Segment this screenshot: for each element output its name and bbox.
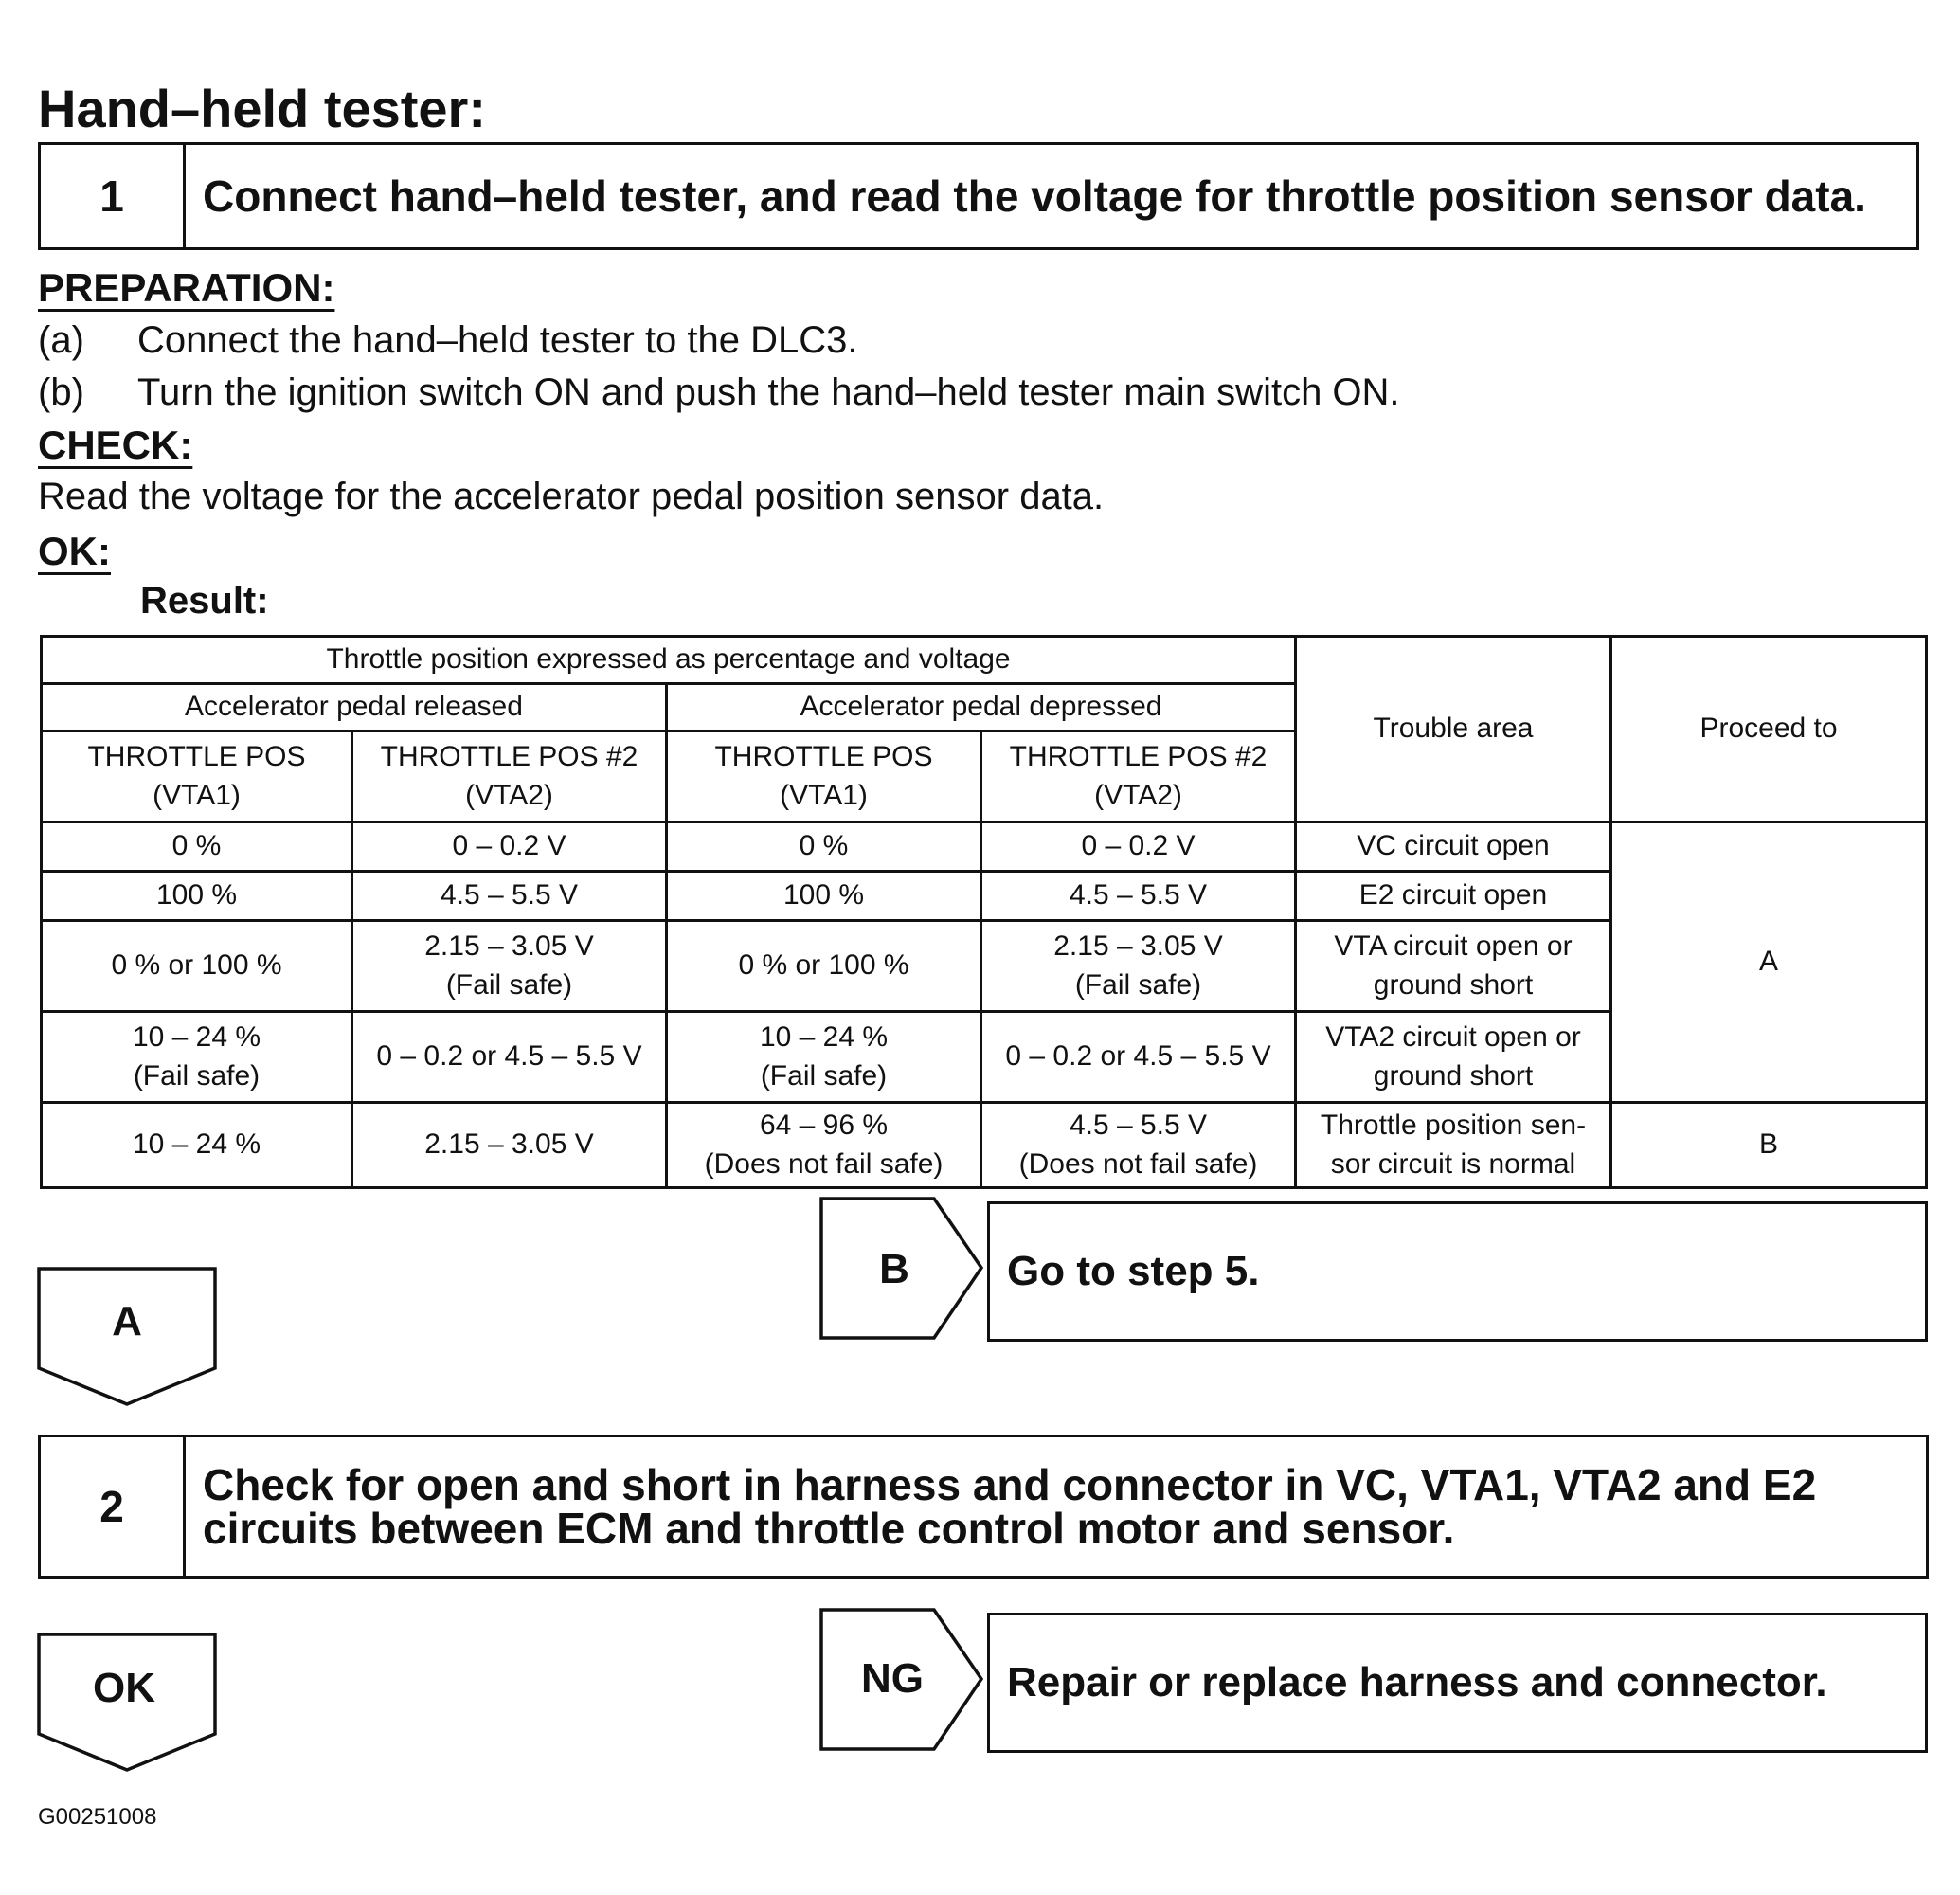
cell-text: (Fail safe) (445, 968, 573, 1001)
header-text-line: THROTTLE POS #2 (1009, 741, 1268, 772)
cell-text: 4.5 – 5.5 V (1069, 879, 1208, 911)
branch-ok-label: OK (93, 1665, 155, 1711)
cell-depressed-vta2 (981, 872, 1296, 921)
cell-text: 10 – 24 % (132, 1128, 261, 1161)
preparation-item-a-text: Connect the hand–held tester to the DLC3. (137, 319, 858, 361)
cell-released-vta2 (352, 1103, 667, 1188)
check-label: CHECK: (38, 423, 193, 467)
cell-released-vta1 (42, 1012, 352, 1103)
cell-text: ground short (1373, 1059, 1534, 1092)
cell-released-vta1 (42, 872, 352, 921)
step-2-number: 2 (41, 1437, 186, 1576)
cell-text: (Fail safe) (760, 1059, 888, 1092)
cell-text: VC circuit open (1357, 830, 1550, 862)
figure-id: G00251008 (38, 1804, 157, 1830)
cell-text: (Fail safe) (133, 1059, 261, 1092)
branch-a-label: A (112, 1298, 142, 1345)
cell-text: 100 % (782, 879, 865, 911)
cell-text: VTA2 circuit open or (1325, 1021, 1581, 1053)
branch-b-result-box: Go to step 5. (987, 1201, 1928, 1342)
cell-text: 0 – 0.2 V (1081, 830, 1196, 862)
cell-depressed-vta2 (981, 822, 1296, 872)
table-top-header: Throttle position expressed as percentage and voltage (42, 637, 1296, 684)
cell-released-vta1 (42, 1103, 352, 1188)
cell-text: (Fail safe) (1074, 968, 1202, 1001)
cell-proceed-a: A (1611, 822, 1927, 1103)
cell-text: 10 – 24 % (132, 1021, 261, 1053)
branch-ng-arrow (818, 1607, 989, 1755)
preparation-label: PREPARATION: (38, 265, 335, 310)
cell-released-vta1 (42, 921, 352, 1012)
header-depressed-vta2 (981, 731, 1296, 822)
cell-trouble-area (1296, 921, 1611, 1012)
step-2-text-line: circuits between ECM and throttle control motor and sensor. (203, 1504, 1455, 1553)
branch-ng-result-box: Repair or replace harness and connector. (987, 1613, 1928, 1753)
header-text-line: THROTTLE POS (87, 741, 306, 772)
page-heading: Hand–held tester: (38, 79, 486, 138)
cell-text: 0 % (799, 830, 849, 862)
cell-text: 4.5 – 5.5 V (440, 879, 579, 911)
step-2-text-line: Check for open and short in harness and connector in VC, VTA1, VTA2 and E2 (203, 1460, 1817, 1509)
cell-depressed-vta1 (667, 921, 981, 1012)
cell-trouble-area (1296, 1103, 1611, 1188)
cell-text: 0 – 0.2 V (452, 830, 566, 862)
preparation-item-a-marker: (a) (38, 319, 84, 361)
step-2-box (38, 1435, 1929, 1579)
cell-depressed-vta1 (667, 1103, 981, 1188)
step-2-text (186, 1437, 1926, 1576)
branch-b-tag: B (879, 1246, 909, 1292)
cell-text: (Does not fail safe) (704, 1147, 944, 1180)
cell-text: (Does not fail safe) (1018, 1147, 1258, 1180)
cell-released-vta2 (352, 872, 667, 921)
branch-a-arrow (36, 1266, 222, 1408)
branch-ok-arrow (36, 1632, 222, 1774)
cell-text: 100 % (155, 879, 238, 911)
cell-text: 0 – 0.2 or 4.5 – 5.5 V (1005, 1040, 1271, 1073)
preparation-item-b (38, 371, 1400, 414)
table-row (42, 1103, 1927, 1188)
cell-text: sor circuit is normal (1330, 1147, 1576, 1180)
cell-text: 0 % or 100 % (111, 949, 282, 982)
cell-text: 0 – 0.2 or 4.5 – 5.5 V (376, 1040, 642, 1073)
cell-text: 2.15 – 3.05 V (1053, 930, 1223, 962)
cell-trouble-area (1296, 872, 1611, 921)
cell-trouble-area (1296, 822, 1611, 872)
cell-proceed-b: B (1611, 1103, 1927, 1188)
header-text-line: THROTTLE POS (714, 741, 933, 772)
cell-text: 2.15 – 3.05 V (424, 930, 594, 962)
header-released-vta1 (42, 731, 352, 822)
cell-released-vta2 (352, 1012, 667, 1103)
branch-b-arrow (818, 1196, 989, 1344)
cell-depressed-vta1 (667, 872, 981, 921)
cell-depressed-vta2 (981, 1103, 1296, 1188)
header-proceed-to: Proceed to (1611, 637, 1927, 822)
ok-label: OK: (38, 529, 111, 573)
header-text-line: (VTA1) (780, 779, 868, 811)
result-table (40, 635, 1928, 1189)
branch-ng-tag: NG (861, 1655, 924, 1702)
cell-depressed-vta1 (667, 1012, 981, 1103)
cell-text: 0 % or 100 % (738, 949, 909, 982)
header-depressed-vta1 (667, 731, 981, 822)
cell-text: 4.5 – 5.5 V (1069, 1110, 1208, 1141)
preparation-item-b-marker: (b) (38, 371, 84, 413)
step-1-number: 1 (41, 145, 186, 247)
header-pedal-depressed: Accelerator pedal depressed (667, 684, 1296, 731)
check-text: Read the voltage for the accelerator pedal position sensor data. (38, 476, 1105, 517)
preparation-item-b-text: Turn the ignition switch ON and push the hand–held tester main switch ON. (137, 371, 1400, 413)
cell-depressed-vta1 (667, 822, 981, 872)
cell-released-vta2 (352, 921, 667, 1012)
header-text-line: (VTA1) (153, 779, 241, 811)
header-text-line: (VTA2) (1094, 779, 1182, 811)
header-released-vta2 (352, 731, 667, 822)
header-trouble-area: Trouble area (1296, 637, 1611, 822)
cell-released-vta1 (42, 822, 352, 872)
cell-text: 0 % (171, 830, 222, 862)
table-row (42, 822, 1927, 872)
result-label: Result: (140, 580, 269, 622)
cell-text: 2.15 – 3.05 V (424, 1128, 594, 1161)
step-1-box (38, 142, 1919, 250)
cell-text: VTA circuit open or (1334, 930, 1573, 962)
cell-text: 10 – 24 % (759, 1021, 889, 1053)
header-text-line: (VTA2) (465, 779, 553, 811)
cell-text: ground short (1373, 968, 1534, 1001)
cell-depressed-vta2 (981, 1012, 1296, 1103)
cell-text: Throttle position sen- (1320, 1110, 1587, 1141)
cell-depressed-vta2 (981, 921, 1296, 1012)
cell-trouble-area (1296, 1012, 1611, 1103)
cell-released-vta2 (352, 822, 667, 872)
header-text-line: THROTTLE POS #2 (380, 741, 638, 772)
step-1-text: Connect hand–held tester, and read the voltage for throttle position sensor data. (203, 171, 1866, 221)
header-pedal-released: Accelerator pedal released (42, 684, 667, 731)
cell-text: 64 – 96 % (759, 1110, 889, 1141)
preparation-item-a (38, 319, 858, 362)
cell-text: E2 circuit open (1358, 879, 1548, 911)
